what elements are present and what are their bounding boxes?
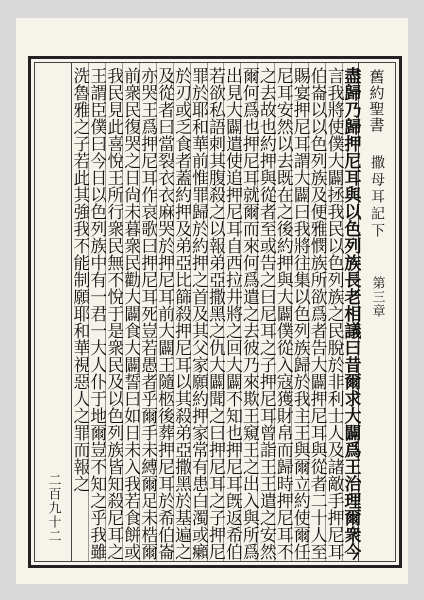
text-column: 賜宴押尼耳謂大闢曰我將往集以色列族歸於我主王與爾立約使爾任 <box>289 67 310 560</box>
text-column: 亦哭王爲押尼耳作哀歌曰押尼耳死豈若愚者乎爾手未縛爾足未梏爾 <box>137 67 158 560</box>
text-column: 於刃或乏食者蓋約押及弟亞比篩殺押尼耳以其殺弟亞撒黑於基遍之 <box>171 67 192 560</box>
chapter-number: 第三章 <box>369 276 385 318</box>
text-column: 尼耳安然以去既在之後約押與大闢僕從入寇獲財帛而歸時押尼耳不 <box>272 67 293 560</box>
text-column: 爾何爲也押尼耳就爾而來何爲遣之去彼乃來欺王窺王之出入與所爲 <box>238 67 259 560</box>
text-column: 我民見此喜悅王所行衆民無不悅于是衆民及以色列族皆知殺尼耳之 <box>103 67 124 560</box>
page-number: 二百九十二 <box>45 473 61 543</box>
page-number-column <box>35 63 72 561</box>
text-column: 若欲私語刺其腹殺之以報弟亞撒黑之仇大闢聞之曰押尼耳之子押尼 <box>205 67 225 560</box>
text-column: 伯崙以以色列族及便雅憫族所欲爲者告大闢押尼耳與從者二十人至 <box>306 67 327 560</box>
text-column: 之去故也約押與從者至或告之曰尼耳之子押尼耳曾詣王王遣之安然 <box>255 67 276 560</box>
text-column: 罪於耶和華前惟罪歸於約押之首及其父家願約押家常有患白濁或癩 <box>188 67 209 560</box>
text-block <box>34 62 396 562</box>
text-column: 出見大闢遣使追押尼耳自西拉井將之回大闢不知也押尼耳旣返希伯 <box>221 67 242 560</box>
text-column: 言我將使僕大闢拯我民以色列族之民脫於非利士人及諸敵手押尼耳 <box>323 67 344 560</box>
book-title: 舊約聖書 <box>367 69 386 133</box>
chapter-title: 撒母耳記下 <box>369 155 385 240</box>
text-column: 洗魯雅之子若此其強我不能制願耶和華視惡人之罪而報之 <box>69 67 90 492</box>
book-page <box>16 18 408 584</box>
text-column: 王謂臣僕曰今日以色列族中有一君一大人仆于地爾豈不知之乎我雖 <box>86 67 107 560</box>
running-header <box>358 63 395 561</box>
text-column: 盡歸乃歸押尼耳與以色列族長老相議曰昔爾求大闢爲王治理爾衆今 <box>340 67 361 560</box>
text-column: 及從者曰當裂衣衣麻哭於押尼耳前大闢王隨柩後葬押尼耳於希伯崙 <box>154 67 175 560</box>
text-column: 前衆民復哭之日尙未暮衆民勸大闢食大闢誓曰如日未入我若食餅或 <box>120 67 141 560</box>
page-frame <box>28 56 402 568</box>
